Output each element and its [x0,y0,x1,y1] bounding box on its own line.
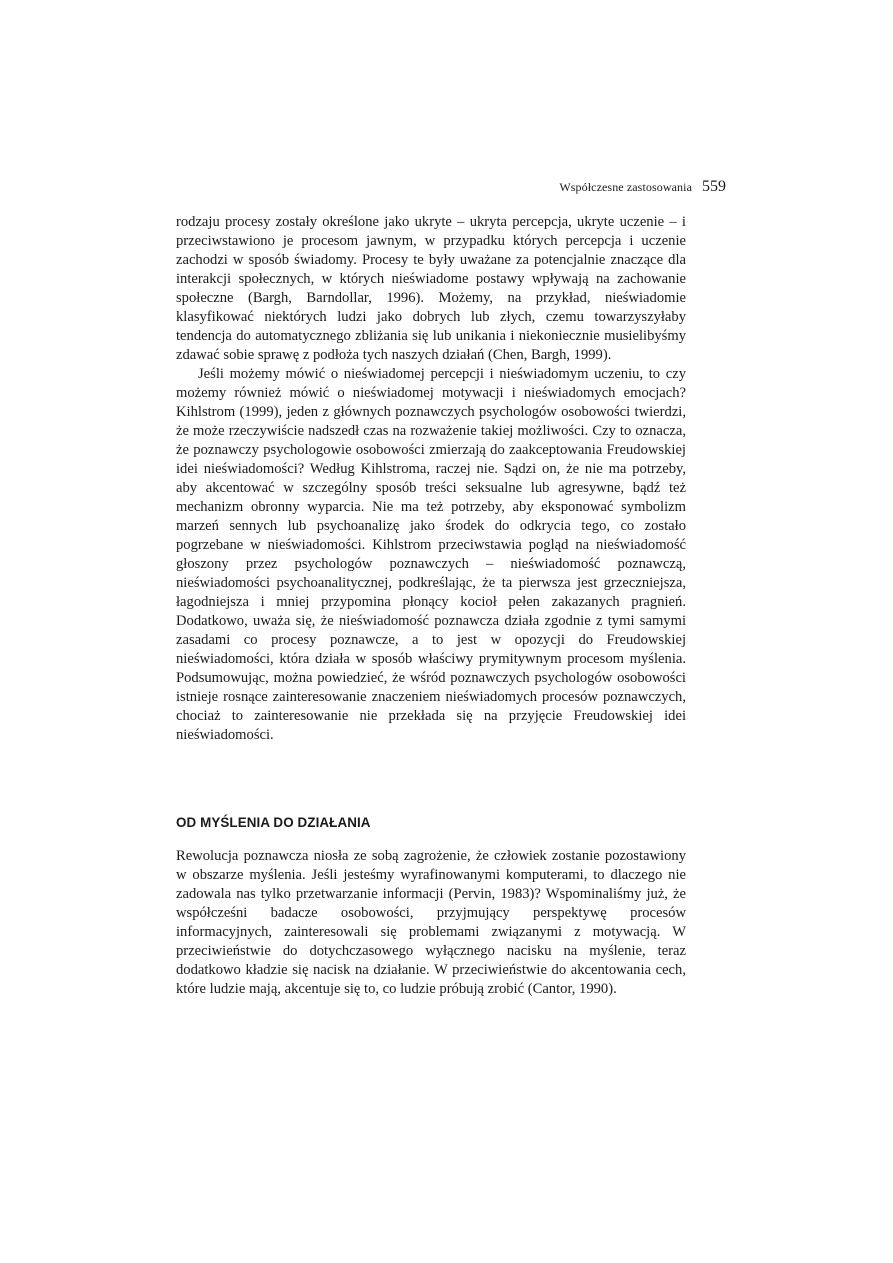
page-number: 559 [702,178,726,195]
body-text [176,213,686,745]
paragraph: rodzaju procesy zostały określone jako ukryte – ukryta percepcja, ukryte uczenie – i przeciwstawiono je procesom jawnym, w przypadku których percepcja i uczenie zachodzi w sposób świadomy. Procesy te były uważane za potencjalnie znaczące dla interakcji społecznych, w których nieświadome postawy wpływają na zachowanie społeczne (Bargh, Barndollar, 1996). Możemy, na przykład, nieświadomie klasyfikować niektórych ludzi jako dobrych lub złych, czemu towarzyszyłaby tendencja do automatycznego zbliżania się lub unikania i niekoniecznie musielibyśmy zdawać sobie sprawę z podłoża tych naszych działań (Chen, Bargh, 1999). [176,214,686,363]
paragraph: Jeśli możemy mówić o nieświadomej percepcji i nieświadomym uczeniu, to czy możemy również mówić o nieświadomej motywacji i nieświadomych emocjach? Kihlstrom (1999), jeden z głównych poznawczych psychologów osobowości twierdzi, że może rzeczywiście nadszedł czas na rozważenie takiej możliwości. Czy to oznacza, że poznawczy psychologowie osobowości zmierzają do zaakceptowania Freudowskiej idei nieświadomości? Według Kihlstroma, raczej nie. Sądzi on, że nie ma potrzeby, aby akcentować w szczególny sposób treści seksualne lub agresywne, bądź też mechanizm obronny wyparcia. Nie ma też potrzeby, aby eksponować symbolizm marzeń sennych lub psychoanalizę jako środek do odkrycia tego, co zostało pogrzebane w nieświadomości. Kihlstrom przeciwstawia pogląd na nieświadomość głoszony przez psychologów poznawczych – nieświadomość poznawczą, nieświadomości psychoanalitycznej, podkreślając, że ta pierwsza jest grzeczniejsza, łagodniejsza i mniej przypomina płonący kocioł pełen zakazanych pragnień. Dodatkowo, uważa się, że nieświadomość poznawcza działa zgodnie z tymi samymi zasadami co procesy poznawcze, a to jest w opozycji do Freudowskiej nieświadomości, która działa w sposób właściwy prymitywnym procesom myślenia. Podsumowując, można powiedzieć, że wśród poznawczych psychologów osobowości istnieje rosnące zainteresowanie znaczeniem nieświadomych procesów poznawczych, chociaż to zainteresowanie nie przekłada się na przyjęcie Freudowskiej idei nieświadomości. [176,366,686,743]
section-body [176,847,686,999]
running-title: Współczesne zastosowania [559,180,692,194]
section-heading: OD MYŚLENIA DO DZIAŁANIA [176,815,371,830]
paragraph: Rewolucja poznawcza niosła ze sobą zagrożenie, że człowiek zostanie pozostawiony w obszarze myślenia. Jeśli jesteśmy wyrafinowanymi komputerami, to dlaczego nie zadowala nas tylko przetwarzanie informacji (Pervin, 1983)? Wspominaliśmy już, że współcześni badacze osobowości, przyjmujący perspektywę procesów informacyjnych, zainteresowali się problemami związanymi z motywacją. W przeciwieństwie do dotychczasowego wyłącznego nacisku na myślenie, teraz dodatkowo kładzie się nacisk na działanie. W przeciwieństwie do akcentowania cech, które ludzie mają, akcentuje się to, co ludzie próbują zrobić (Cantor, 1990). [176,848,686,997]
running-head [176,178,726,198]
